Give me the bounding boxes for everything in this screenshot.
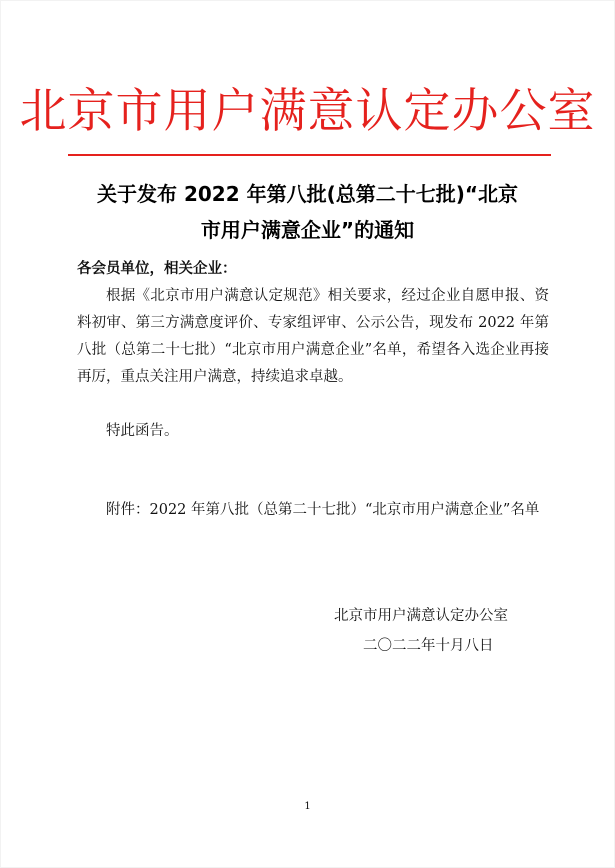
document-title-line-1: 关于发布 2022 年第八批(总第二十七批)“北京 [96,182,518,206]
signature-date: 二〇二二年十月八日 [363,638,494,654]
signature-organization: 北京市用户满意认定办公室 [334,608,508,624]
page-number: 1 [304,801,311,812]
header-divider [68,154,551,156]
signature-block [334,601,544,661]
organization-header: 北京市用户满意认定办公室 [19,84,596,139]
salutation: 各会员单位，相关企业： [77,261,237,277]
document-title [60,176,555,248]
attachment-note: 附件：2022 年第八批（总第二十七批）“北京市用户满意企业”名单 [106,502,540,518]
body-paragraph: 根据《北京市用户满意认定规范》相关要求，经过企业自愿申报、资料初审、第三方满意度评价、专家组评审、公示公告，现发布 2022 年第八批（总第二十七批）“北京市用户满意企业”名单，希望各入选企业再接再厉，重点关注用户满意，持续追求卓越。 [77,288,549,385]
closing-phrase: 特此函告。 [106,423,179,439]
document-title-line-2: 市用户满意企业”的通知 [200,218,415,242]
